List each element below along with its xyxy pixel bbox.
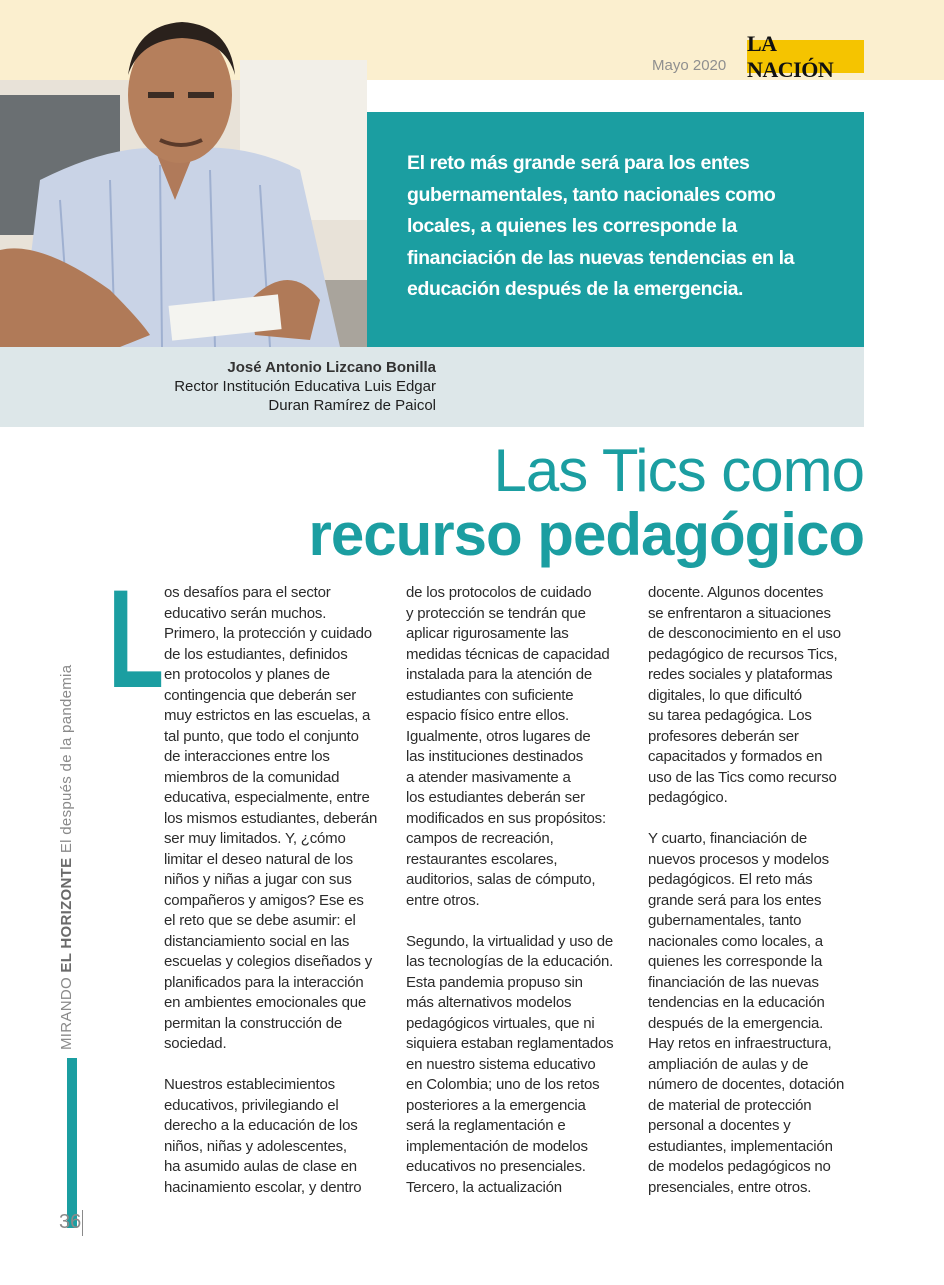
issue-date: Mayo 2020 bbox=[652, 57, 727, 74]
section-accent-bar bbox=[67, 1058, 77, 1228]
caption-role-line2: Duran Ramírez de Paicol bbox=[268, 397, 436, 414]
caption-name: José Antonio Lizcano Bonilla bbox=[227, 359, 436, 376]
dropcap-letter bbox=[108, 560, 164, 717]
dropcap-text: L bbox=[108, 560, 164, 717]
paragraph: docente. Algunos docentes se enfrentaron a situaciones de desconocimiento en el uso pedagógico de recursos Tics, redes sociales y plataformas digitales, lo que dificultó su tarea pedagógica. Los profesores deberán ser capacitados y formados en uso de las Tics como recurso pedagógico. bbox=[648, 584, 841, 806]
photo-caption bbox=[174, 358, 436, 415]
section-label bbox=[58, 665, 75, 1050]
paragraph: Segundo, la virtualidad y uso de las tecnologías de la educación. Esta pandemia propuso sin más alternativos modelos pedagógicos virtuales, que ni siquiera estaban reglamentados en nuestro sistema educativo en Colombia; uno de los retos posteriores a la emergencia será la reglamentación e implementación de modelos educativos no presenciales. Tercero, la actualización bbox=[406, 932, 614, 1196]
paragraph: Nuestros establecimientos educativos, privilegiando el derecho a la educación de los niños, niñas y adolescentes, ha asumido aulas de clase en hacinamiento escolar, y dentro bbox=[164, 1076, 362, 1196]
pull-quote-box bbox=[367, 112, 864, 347]
article-column-3 bbox=[648, 583, 878, 1198]
section-suffix: El después de la pandemia bbox=[58, 664, 75, 858]
section-prefix: MIRANDO bbox=[58, 972, 75, 1050]
article-column-1 bbox=[164, 583, 394, 1198]
page-number: 36 bbox=[59, 1211, 82, 1233]
pull-quote-text: El reto más grande será para los entes gubernamentales, tanto nacionales como locales, a quienes les corresponde la financiación de las nuevas tendencias en la educación después de la emergencia. bbox=[407, 152, 795, 300]
headline-line1: Las Tics como bbox=[493, 437, 864, 504]
paragraph: Y cuarto, financiación de nuevos procesos y modelos pedagógicos. El reto más grande será para los entes gubernamentales, tanto nacionales como locales, a quienes les corresponde la financiación de las nuevas tendencias en la educación después de la emergencia. Hay retos en infraestructura, ampliación de aulas y de número de docentes, dotación de material de protección personal a docentes y estudiantes, implementación de modelos pedagógicos no presenciales, entre otros. bbox=[648, 830, 845, 1196]
article-column-2 bbox=[406, 583, 636, 1198]
paragraph: de los protocolos de cuidado y protección se tendrán que aplicar rigurosamente las medidas técnicas de capacidad instalada para la atención de estudiantes con suficiente espacio físico entre ellos. Igualmente, otros lugares de las instituciones destinados a atender masivamente a los estudiantes deberán ser modificados en sus propósitos: campos de recreación, restaurantes escolares, auditorios, salas de cómputo, entre otros. bbox=[406, 584, 610, 909]
section-bold: EL HORIZONTE bbox=[58, 857, 75, 973]
headline-line2: recurso pedagógico bbox=[308, 501, 864, 568]
paragraph: os desafíos para el sector educativo serán muchos. Primero, la protección y cuidado de los estudiantes, definidos en protocolos y planes de contingencia que deberán ser muy estrictos en las escuelas, a tal punto, que todo el conjunto de interacciones entre los miembros de la comunidad educativa, especialmente, entre los mismos estudiantes, deberán ser muy limitados. Y, ¿cómo limitar el deseo natural de los niños y niñas a jugar con sus compañeros y amigos? Ese es el reto que se debe asumir: el distanciamiento social en las escuelas y colegios diseñados y planificados para la interacción en ambientes emocionales que permitan la construcción de sociedad. bbox=[164, 584, 378, 1052]
newspaper-logo: LA NACIÓN bbox=[747, 40, 864, 73]
portrait-photo bbox=[0, 0, 367, 347]
page-number-rule bbox=[82, 1210, 83, 1236]
caption-role-line1: Rector Institución Educativa Luis Edgar bbox=[174, 378, 436, 395]
